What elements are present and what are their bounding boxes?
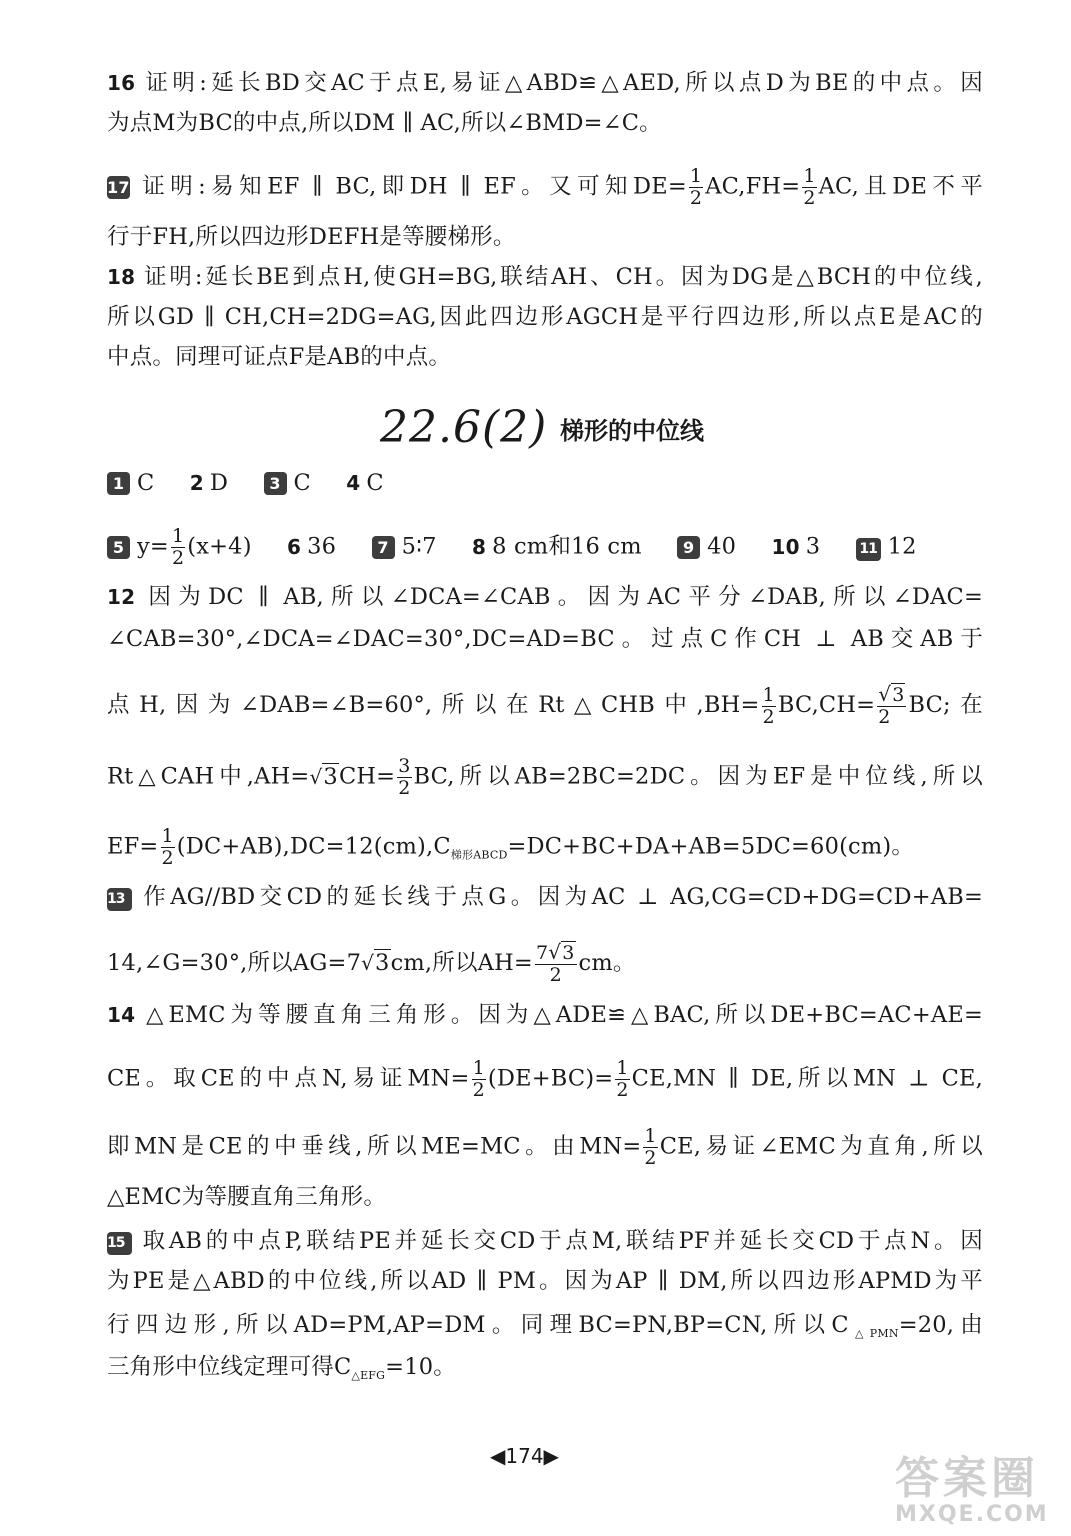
- q15-line2: 为PE是△ABD的中位线,所以AD ∥ PM。因为AP ∥ DM,所以四边形APMD为平: [107, 1268, 983, 1294]
- fraction-one-half: $\frac{1}{2}$: [171, 525, 185, 569]
- q13-line1: 13 作AG//BD交CD的延长线于点G。因为AC ⊥ AG,CG=CD+DG=CD+AB=: [107, 884, 983, 910]
- q11-number-badge: 11: [856, 538, 881, 561]
- q12-number: 12: [107, 585, 136, 609]
- fraction-one-half: $\frac{1}{2}$: [472, 1057, 485, 1101]
- q4-number: 4: [346, 471, 361, 495]
- fraction-one-half: $\frac{1}{2}$: [161, 825, 174, 869]
- q16-line1: 16 证明:延长BD交AC于点E,易证△ABD≌△AED,所以点D为BE的中点。因: [107, 70, 983, 96]
- q15-line3: 行四边形,所以AD=PM,AP=DM。同理BC=PN,BP=CN,所以$C_{\triangle PMN}=20$,由: [107, 1312, 983, 1340]
- section-title: 梯形的中位线: [560, 417, 704, 445]
- q1-number-badge: 1: [107, 472, 130, 495]
- q15-line4: 三角形中位线定理可得$C_{\triangle EFG}=10$。: [107, 1354, 456, 1382]
- q8-number: 8: [472, 534, 487, 559]
- fraction-sqrt3-over-2: $\frac{√3}{2}$: [878, 682, 905, 728]
- page-number: ◀174▶: [490, 1444, 559, 1468]
- q17-line2: 行于FH,所以四边形DEFH是等腰梯形。: [107, 224, 516, 250]
- q12-line4: Rt△CAH中,AH=√3CH= $\frac{3}{2}$ BC,所以AB=2BC=2DC。因为EF是中位线,所以: [107, 755, 983, 799]
- answers-row-2: 5 y= $\frac{1}{2}$ (x+4) 6 36 7 5∶7 8 8 cm和16 cm 9 40 10 3 11 12: [107, 526, 983, 569]
- fraction-one-half: $\frac{1}{2}$: [803, 165, 816, 209]
- q16-number: 16: [107, 71, 136, 95]
- watermark-logo: 答案圈 MXQE.COM: [895, 1453, 1049, 1527]
- q17-line1: 17 证明:易知EF ∥ BC,即DH ∥ EF。又可知DE= $\frac{1}{2}$ AC,FH= $\frac{1}{2}$ AC,且DE不平: [107, 165, 983, 209]
- section-number: 22.6(2): [380, 402, 548, 453]
- q2-answer: D: [209, 470, 229, 496]
- q12-line2: ∠CAB=30°,∠DCA=∠DAC=30°,DC=AD=BC。过点C作CH ⊥ AB交AB于: [107, 626, 983, 652]
- q12-line5: EF= $\frac{1}{2}$ $(DC+AB),DC=12(cm),C_{梯形ABCD}=DC+BC+DA+AB=5DC=60(cm)$。: [107, 825, 915, 869]
- q7-number-badge: 7: [372, 536, 395, 559]
- q14-number: 14: [107, 1003, 136, 1027]
- sqrt-3: √3: [309, 763, 338, 790]
- q15-number-badge: 15: [107, 1232, 132, 1255]
- fraction-one-half: $\frac{1}{2}$: [689, 165, 703, 209]
- q5-number-badge: 5: [107, 536, 130, 559]
- answers-row-1: [107, 468, 983, 498]
- q1-answer: C: [137, 470, 155, 496]
- sqrt-3: √3: [361, 950, 390, 976]
- q16-line2: 为点M为BC的中点,所以DM ∥ AC,所以∠BMD=∠C。: [107, 110, 662, 136]
- q12-line1: 12 因为DC ∥ AB,所以∠DCA=∠CAB。因为AC平分∠DAB,所以∠DAC=: [107, 584, 983, 610]
- q4-answer: C: [366, 470, 384, 496]
- q18-line1: 18 证明:延长BE到点H,使GH=BG,联结AH、CH。因为DG是△BCH的中位线,: [107, 264, 983, 290]
- q18-number: 18: [107, 265, 136, 289]
- q14-line3: 即MN是CE的中垂线,所以ME=MC。由MN= $\frac{1}{2}$ CE,易证∠EMC为直角,所以: [107, 1125, 983, 1169]
- q9-number-badge: 9: [677, 536, 700, 559]
- q2-number: 2: [189, 471, 204, 495]
- fraction-three-halves: $\frac{3}{2}$: [398, 755, 411, 799]
- q14-line1: 14 △EMC为等腰直角三角形。因为△ADE≌△BAC,所以DE+BC=AC+AE=: [107, 1002, 983, 1028]
- q13-line2: 14,∠G=30°,所以AG=7√3cm,所以AH= $\frac{7√3}{2}$ cm。: [107, 940, 636, 986]
- fraction-one-half: $\frac{1}{2}$: [616, 1057, 629, 1101]
- q18-line3: 中点。同理可证点F是AB的中点。: [107, 344, 452, 370]
- q18-line2: 所以GD ∥ CH,CH=2DG=AG,因此四边形AGCH是平行四边形,所以点E是AC的: [107, 304, 983, 330]
- q3-answer: C: [293, 470, 311, 496]
- q3-number-badge: 3: [264, 472, 287, 495]
- q12-line3: 点H,因为∠DAB=∠B=60°,所以在Rt△CHB中,BH= $\frac{1}{2}$ BC,CH= $\frac{√3}{2}$ BC;在: [107, 682, 983, 728]
- q13-number-badge: 13: [107, 888, 132, 911]
- q10-number: 10: [771, 534, 800, 559]
- fraction-one-half: $\frac{1}{2}$: [762, 683, 775, 728]
- q6-number: 6: [287, 534, 302, 559]
- q14-line4: △EMC为等腰直角三角形。: [107, 1184, 387, 1210]
- q15-line1: 15 取AB的中点P,联结PE并延长交CD于点M,联结PF并延长交CD于点N。因: [107, 1228, 983, 1254]
- q14-line2: CE。取CE的中点N,易证MN= $\frac{1}{2}$ (DE+BC)= $\frac{1}{2}$ CE,MN ∥ DE,所以MN ⊥ CE,: [107, 1057, 983, 1101]
- fraction-7sqrt3-over-2: $\frac{7√3}{2}$: [535, 940, 575, 986]
- fraction-one-half: $\frac{1}{2}$: [644, 1125, 657, 1169]
- q17-number-badge: 17: [107, 177, 130, 197]
